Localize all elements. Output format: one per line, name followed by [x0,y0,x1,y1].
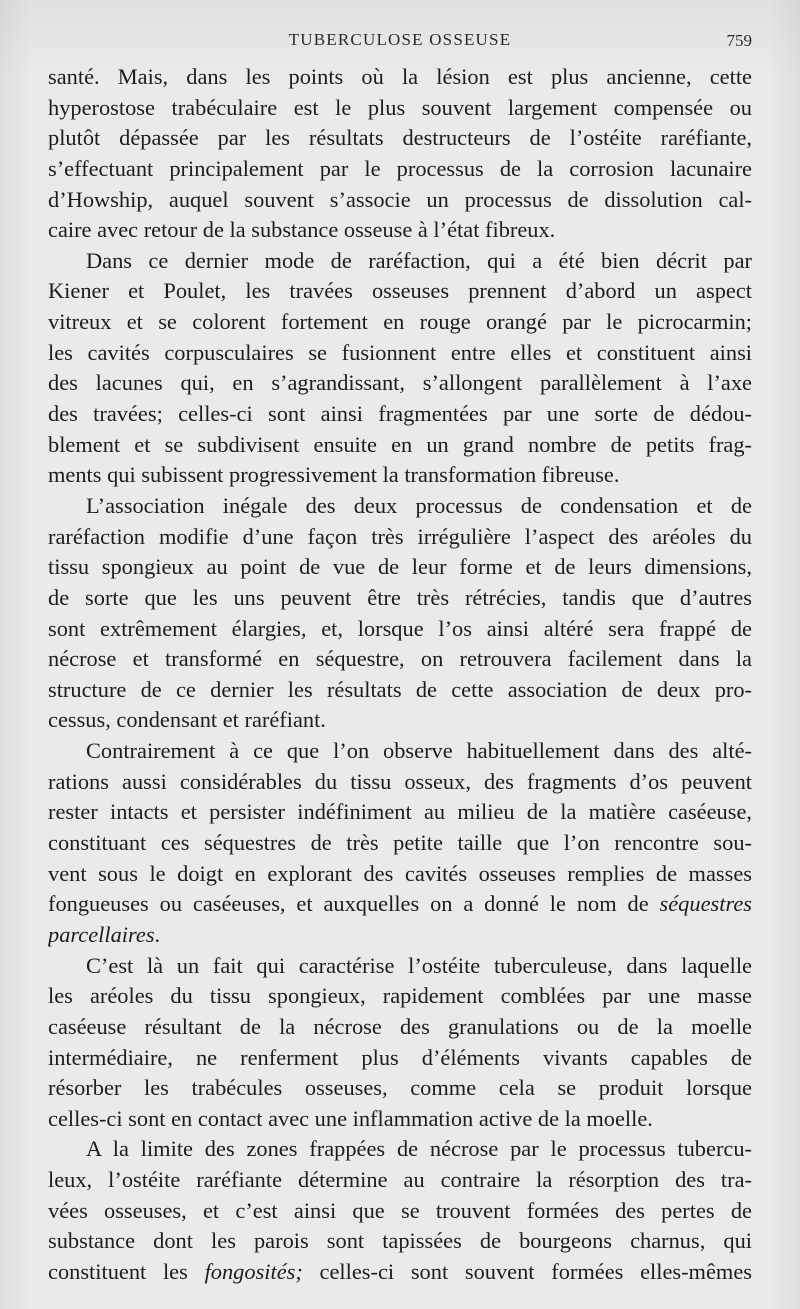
text-line [48,246,752,277]
line-text: d’Howship, auquel souvent s’associe un processus de dissolution cal- [48,186,752,212]
line-text: de sorte que les uns peuvent être très rétrécies, tandis que d’autres [48,584,752,610]
text-line [48,1012,752,1043]
line-tail: . [154,921,161,947]
text-line [48,1073,752,1104]
text-line [48,797,752,828]
line-text: celles-ci sont en contact avec une inflammation active de la moelle. [48,1105,653,1131]
text-line [48,123,752,154]
text-line [48,1165,752,1196]
text-line [48,1043,752,1074]
line-text: nécrose et transformé en séquestre, on retrouvera facilement dans la [48,646,752,672]
line-text: rations aussi considérables du tissu osseux, des fragments d’os peuvent [48,768,752,794]
text-line [48,215,752,246]
line-text: blement et se subdivisent ensuite en un grand nombre de petits frag- [48,431,752,457]
line-text: leux, l’ostéite raréfiante détermine au contraire la résorption des tra- [48,1167,752,1193]
text-line [48,276,752,307]
body-text [48,62,752,1288]
text-line [48,338,752,369]
text-line [48,185,752,216]
text-line [48,460,752,491]
line-text: caire avec retour de la substance osseuse à l’état fibreux. [48,217,556,243]
text-line [48,981,752,1012]
line-text: raréfaction modifie d’une façon très irrégulière l’aspect des aréoles du [48,523,752,549]
line-text: substance dont les parois sont tapissées de bourgeons charnus, qui [48,1228,752,1254]
line-text: les aréoles du tissu spongieux, rapidement comblées par une masse [48,983,752,1009]
line-text: A la limite des zones frappées de nécrose par le processus tubercu- [86,1136,752,1162]
line-text: sont extrêmement élargies, et, lorsque l’os ainsi altéré sera frappé de [48,615,752,641]
line-text: tissu spongieux au point de vue de leur forme et de leurs dimensions, [48,554,752,580]
page-number: 759 [726,31,752,50]
line-text: structure de ce dernier les résultats de cette association de deux pro- [48,676,752,702]
line-text: C’est là un fait qui caractérise l’ostéite tuberculeuse, dans laquelle [86,952,752,978]
text-line [48,583,752,614]
line-text: ments qui subissent progressivement la transformation fibreuse. [48,462,620,488]
line-text: des travées; celles-ci sont ainsi fragmentées par une sorte de dédou- [48,401,752,427]
line-text: fongueuses ou caséeuses, et auxquelles on a donné le nom de [48,891,649,917]
line-text: hyperostose trabéculaire est le plus souvent largement compensée ou [48,94,752,120]
italic-term: parcellaires [48,921,155,947]
line-text: vitreux et se colorent fortement en rouge orangé par le picrocarmin; [48,309,752,335]
line-text: santé. Mais, dans les points où la lésion est plus ancienne, cette [48,64,752,89]
line-text: plutôt dépassée par les résultats destructeurs de l’ostéite raréfiante, [48,125,752,151]
line-text: cessus, condensant et raréfiant. [48,707,326,733]
text-line [48,430,752,461]
line-tail: celles-ci sont souvent formées elles-mêmes [319,1258,752,1284]
line-text: caséeuse résultant de la nécrose des granulations ou de la moelle [48,1013,752,1039]
line-text: résorber les trabécules osseuses, comme cela se produit lorsque [48,1075,752,1101]
line-text: des lacunes qui, en s’agrandissant, s’allongent parallèlement à l’axe [48,370,752,396]
text-line [48,1226,752,1257]
line-text: Kiener et Poulet, les travées osseuses prennent d’abord un aspect [48,278,752,304]
text-line [48,62,752,93]
text-line [48,614,752,645]
text-line [48,1257,752,1288]
line-text: rester intacts et persister indéfiniment au milieu de la matière caséeuse, [48,799,752,825]
line-text: s’effectuant principalement par le processus de la corrosion lacunaire [48,155,752,181]
text-line [48,368,752,399]
line-text: constituent les [48,1258,188,1284]
text-line [48,1196,752,1227]
running-title: TUBERCULOSE OSSEUSE [288,30,512,49]
text-line [48,859,752,890]
text-line [48,307,752,338]
line-text: vent sous le doigt en explorant des cavités osseuses remplies de masses [48,860,752,886]
text-line [48,154,752,185]
text-line [48,1134,752,1165]
text-line [48,1104,752,1135]
line-text: vées osseuses, et c’est ainsi que se trouvent formées des pertes de [48,1197,752,1223]
text-line [48,93,752,124]
line-text: L’association inégale des deux processus de condensation et de [86,492,752,518]
text-line [48,552,752,583]
line-text: intermédiaire, ne renferment plus d’éléments vivants capables de [48,1044,752,1070]
text-line [48,736,752,767]
text-line [48,828,752,859]
page-header [0,30,800,58]
line-text: les cavités corpusculaires se fusionnent entre elles et constituent ainsi [48,339,752,365]
line-text: Dans ce dernier mode de raréfaction, qui a été bien décrit par [86,247,752,273]
line-text: constituant ces séquestres de très petite taille que l’on rencontre sou- [48,830,752,856]
text-line [48,889,752,920]
italic-term: séquestres [659,891,752,917]
text-line [48,644,752,675]
italic-term: fongosités; [204,1258,303,1284]
text-line [48,951,752,982]
text-line [48,522,752,553]
text-line [48,705,752,736]
text-line [48,675,752,706]
text-line [48,920,752,951]
text-line [48,767,752,798]
text-line [48,399,752,430]
text-line [48,491,752,522]
line-text: Contrairement à ce que l’on observe habituellement dans des alté- [86,738,752,764]
